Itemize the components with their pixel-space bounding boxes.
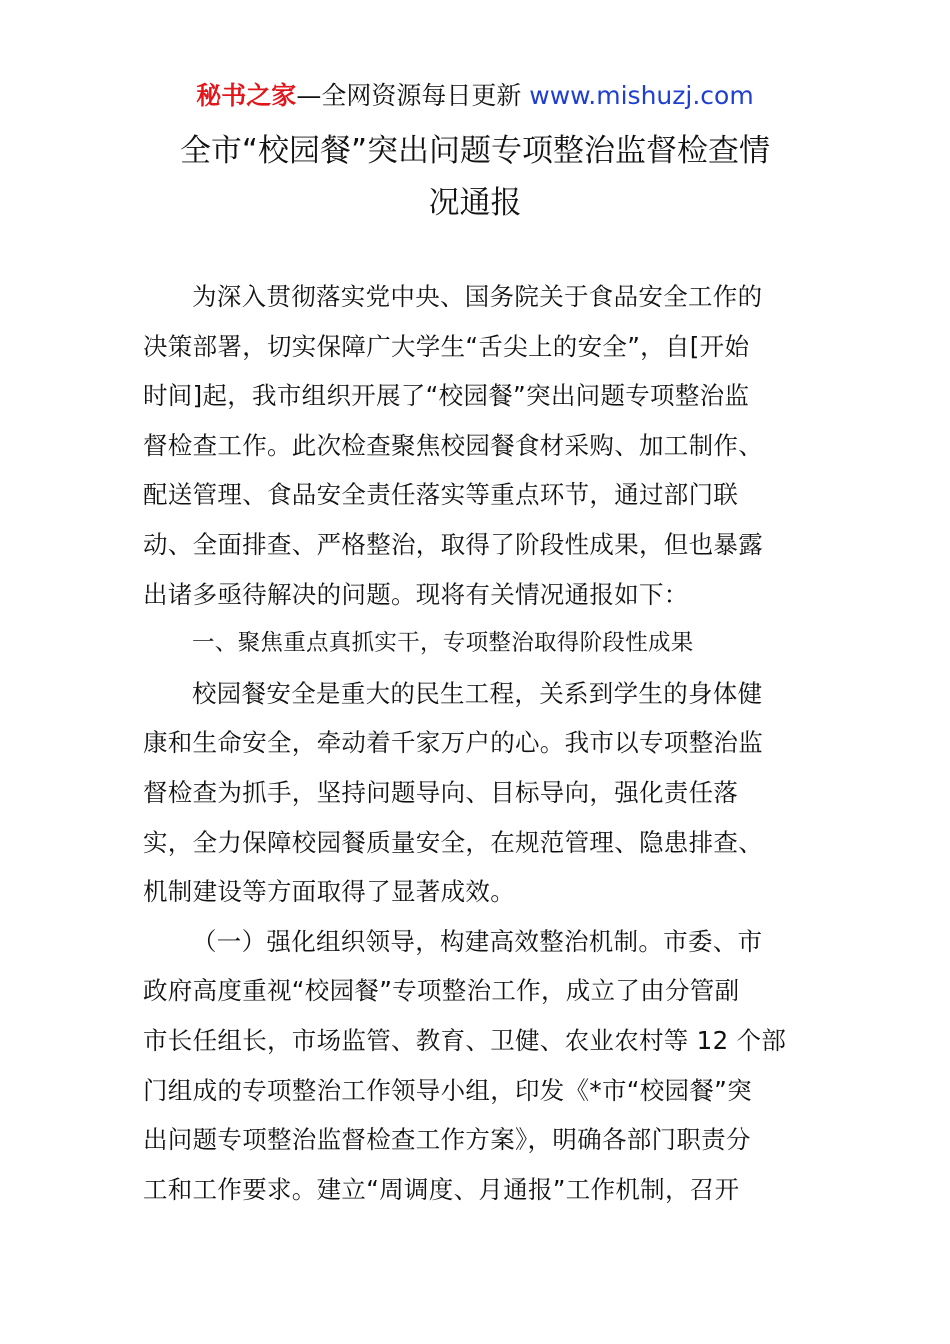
- header-tagline: —全网资源每日更新: [296, 81, 530, 110]
- body-line: 工和工作要求。建立“周调度、月通报”工作机制，召开: [143, 1174, 740, 1204]
- body-line: 动、全面排查、严格整治，取得了阶段性成果，但也暴露: [143, 529, 763, 559]
- site-header: [0, 80, 950, 112]
- body-line: 督检查工作。此次检查聚焦校园餐食材采购、加工制作、: [143, 430, 763, 460]
- body-line: 市长任组长，市场监管、教育、卫健、农业农村等 12 个部: [143, 1025, 787, 1055]
- brand-name: 秘书之家: [196, 81, 297, 110]
- site-url-link[interactable]: www.mishuzj.com: [529, 81, 754, 110]
- body-line: 决策部署，切实保障广大学生“舌尖上的安全”，自[开始: [143, 331, 750, 361]
- body-line: 机制建设等方面取得了显著成效。: [143, 877, 515, 907]
- document-title: [120, 125, 830, 229]
- body-line: 出诸多亟待解决的问题。现将有关情况通报如下：: [143, 579, 689, 609]
- subsection-line: （一）强化组织领导，构建高效整治机制。市委、市: [192, 926, 763, 956]
- body-line: 校园餐安全是重大的民生工程，关系到学生的身体健: [192, 678, 763, 708]
- body-line: 政府高度重视“校园餐”专项整治工作，成立了由分管副: [143, 976, 740, 1006]
- body-line: 为深入贯彻落实党中央、国务院关于食品安全工作的: [192, 282, 763, 311]
- body-line: 配送管理、食品安全责任落实等重点环节，通过部门联: [143, 480, 739, 510]
- title-line-2: 况通报: [428, 185, 522, 221]
- body-line: 出问题专项整治监督检查工作方案》，明确各部门职责分: [143, 1125, 751, 1155]
- body-line: 时间]起，我市组织开展了“校园餐”突出问题专项整治监: [143, 381, 750, 411]
- title-line-1: 全市“校园餐”突出问题专项整治监督检查情: [179, 133, 771, 169]
- document-body: [143, 272, 823, 1214]
- body-line: 康和生命安全，牵动着千家万户的心。我市以专项整治监: [143, 728, 763, 758]
- body-line: 实，全力保障校园餐质量安全，在规范管理、隐患排查、: [143, 827, 763, 857]
- section-heading: 一、聚焦重点真抓实干，专项整治取得阶段性成果: [192, 630, 694, 657]
- body-line: 门组成的专项整治工作领导小组，印发《*市“校园餐”突: [143, 1075, 752, 1105]
- body-line: 督检查为抓手，坚持问题导向、目标导向，强化责任落: [143, 777, 739, 807]
